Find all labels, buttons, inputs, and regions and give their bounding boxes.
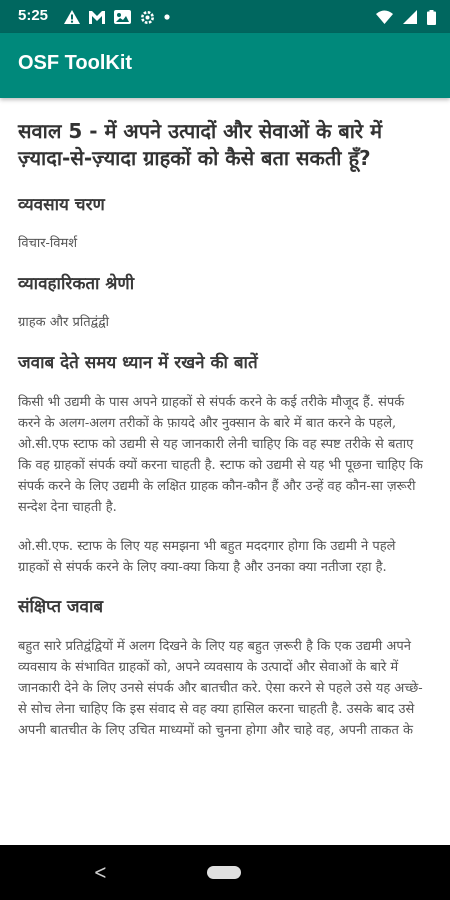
short-answer-paragraph: बहुत सारे प्रतिद्वंद्वियों में अलग दिखने के लिए यह बहुत ज़रूरी है कि एक उद्यमी अपने व्यवसाय के संभावित ग्राहकों को, अपने व्यवसाय के उत्पादों और सेवाओं के बारे में जानकारी देने के लिए उनसे संपर्क और बातचीत करे. ऐसा करने से पहले उसे यह अच्छे-से सोच लेना चाहिए कि इस संवाद से वह क्या हासिल करना चाहती है. उसके बाद उसे अपनी बातचीत के लिए उचित माध्यमों को चुनना होगा और चाहे वह, अपनी ताकत के	[18, 639, 423, 738]
home-pill-icon[interactable]	[207, 866, 241, 879]
warning-icon	[64, 10, 80, 24]
dot-icon	[164, 14, 170, 20]
wifi-icon	[376, 10, 393, 24]
signal-icon	[403, 10, 417, 24]
short-answer-heading: संक्षिप्त जवाब	[18, 597, 104, 617]
app-title: OSF ToolKit	[18, 52, 133, 74]
category-value: ग्राहक और प्रतिद्वंद्वी	[18, 315, 109, 330]
navigation-bar	[0, 845, 450, 900]
settings-icon	[140, 10, 155, 25]
question-detail-scroll[interactable]	[0, 98, 450, 845]
system-icons	[376, 7, 436, 27]
status-bar	[0, 0, 450, 33]
considerations-heading: जवाब देते समय ध्यान में रखने की बातें	[18, 353, 258, 373]
category-heading: व्यावहारिकता श्रेणी	[18, 274, 135, 294]
considerations-paragraph: किसी भी उद्यमी के पास अपने ग्राहकों से संपर्क करने के कई तरीके मौजूद हैं. संपर्क करने के अलग-अलग तरीकों के फ़ायदे और नुक्सान के बारे में बात करने के पहले, ओ.सी.एफ स्टाफ को उद्यमी से यह जानकारी लेनी चाहिए कि वह स्पष्ट तरीके से बताए कि वह ग्राहकों संपर्क क्यों करना चाहती है. स्टाफ को उद्यमी से यह भी पूछना चाहिए कि संपर्क करने के लिए उद्यमी के लक्षित ग्राहक कौन-कौन हैं और उन्हें वह कौन-सा ज़रूरी सन्देश देना चाहती है.	[18, 395, 423, 515]
back-icon[interactable]: <	[93, 860, 108, 884]
gmail-icon	[89, 11, 105, 24]
considerations-paragraph: ओ.सी.एफ. स्टाफ के लिए यह समझना भी बहुत मददगार होगा कि उद्यमी ने पहले ग्राहकों से संपर्क करने के लिए क्या-क्या किया है और उनका क्या नतीजा रहा है.	[18, 539, 396, 575]
status-time: 5:25	[18, 7, 49, 24]
battery-icon	[427, 10, 436, 25]
business-stage-heading: व्यवसाय चरण	[18, 195, 105, 215]
business-stage-value: विचार-विमर्श	[18, 236, 78, 251]
question-title: सवाल 5 - में अपने उत्पादों और सेवाओं के बारे में ज़्यादा-से-ज़्यादा ग्राहकों को कैसे बता सकती हूँ?	[18, 119, 383, 170]
photo-icon	[114, 10, 131, 24]
app-bar	[0, 33, 450, 98]
notification-icons	[64, 7, 170, 27]
